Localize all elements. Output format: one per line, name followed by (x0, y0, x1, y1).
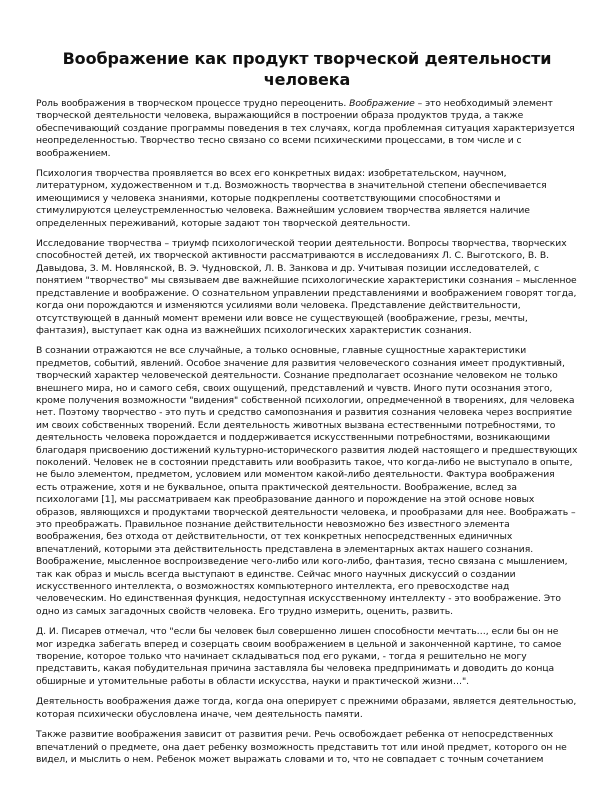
paragraph-2: Психология творчества проявляется во всех его конкретных видах: изобретательском, научном, литературном, художественном и т.д. Возможность творчества в значительной степени обеспечивается имеющимися у человека знаниями, которые подкреплены соответствующими способностями и стимулируются целеустремленностью человека. Важнейшим условием творчества является наличие определенных переживаний, которые задают тон творческой деятельности. (36, 168, 547, 229)
paragraph-6: Деятельность воображения даже тогда, когда она оперирует с прежними образами, является деятельностью, которая психически обусловлена иначе, чем деятельность памяти. (36, 696, 577, 720)
paragraph-5: Д. И. Писарев отмечал, что "если бы человек был совершенно лишен способности мечтать…, если бы он не мог изредка забегать вперед и созерцать своим воображением в цельной и законченной картине, то самое творение, которое только что начинает складываться под его руками, - тогда я решительно не могу представить, какая побудительная причина заставляла бы человека предпринимать и доводить до конца обширные и утомительные работы в области искусства, науки и практической жизни…". (36, 626, 562, 687)
emphasized-term: Воображение (349, 98, 415, 109)
paragraph-1-intro: Роль воображения в творческом процессе трудно переоценить. (36, 98, 350, 109)
document-title: Воображение как продукт творческой деятельности человека (62, 49, 552, 89)
paragraph-3: Исследование творчества – триумф психологической теории деятельности. Вопросы творчества, творческих способностей детей, их творческой активности рассматриваются в исследованиях Л. С. Выготского, В. В. Давыдова, З. М. Новлянской, В. Э. Чудновской, Л. В. Занкова и др. Учитывая позиции исследователей, с понятием "творчество" мы связываем две важнейшие психологические характеристики сознания – мысленное представление и воображение. О сознательном управлении представлениями и воображением говорят тогда, когда они порождаются и изменяются усилиями воли человека. Представление действительности, отсутствующей в данный момент времени или вовсе не существующей (воображение, грезы, мечты, фантазия), выступает как одна из важнейших психологических характеристик сознания. (36, 238, 577, 336)
paragraph-4: В сознании отражаются не все случайные, а только основные, главные сущностные характеристики предметов, событий, явлений. Особое значение для развития человеческого сознания имеет продуктивный, творческий характер человеческой деятельности. Сознание предполагает осознание человеком не только внешнего мира, но и самого себя, своих ощущений, представлений и чувств. Иного пути осознания этого, кроме получения возможности "видения" собственной психологии, опредмеченной в творениях, для человека нет. Поэтому творчество - это путь и средство самопознания и развития сознания человека через восприятие им своих собственных творений. Если деятельность животных вызвана естественными потребностями, то деятельность человека порождается и поддерживается искусственными потребностями, возникающими благодаря присвоению достижений культурно-исторического развития людей настоящего и предшествующих поколений. Человек не в состоянии представить или вообразить такое, что когда-либо не выступало в опыте, не было элементом, предметом, условием или моментом какой-либо деятельности. Фактура воображения есть отражение, хотя и не буквальное, опыта практической деятельности. Воображение, вслед за психологами [1], мы рассматриваем как преобразование данного и порождение на этой основе новых образов, являющихся и продуктами творческой деятельности человека, и прообразами для нее. Воображать – это преображать. Правильное познание действительности невозможно без известного элемента воображения, без отхода от действительности, от тех конкретных непосредственных единичных впечатлений, которыми эта действительность представлена в элементарных актах нашего сознания. Воображение, мысленное воспроизведение чего-либо или кого-либо, фантазия, тесно связана с мышлением, так как образ и мысль всегда выступают в единстве. Сейчас много научных дискуссий о создании искусственного интеллекта, о возможностях компьютерного интеллекта, его превосходстве над человеческим. Но единственная функция, недоступная искусственному интеллекту - это воображение. Это одно из самых загадочных свойств человека. Его трудно измерить, оценить, развить. (36, 345, 578, 617)
paragraph-7: Также развитие воображения зависит от развития речи. Речь освобождает ребенка от непосредственных впечатлений о предмете, она дает ребенку возможность представить тот или иной предмет, которого он не видел, и мыслить о нем. Ребенок может выражать словами и то, что не совпадает с точным сочетанием (36, 729, 567, 765)
paragraph-1 (36, 98, 578, 160)
paragraph-1-rest: – это необходимый элемент творческой деятельности человека, выражающийся в построении образа продуктов труда, а также обеспечивающий создание программы поведения в тех случаях, когда проблемная ситуация характеризуется неопределенностью. Творчество тесно связано со всеми психическими процессами, в том числе и с воображением. (36, 98, 575, 159)
